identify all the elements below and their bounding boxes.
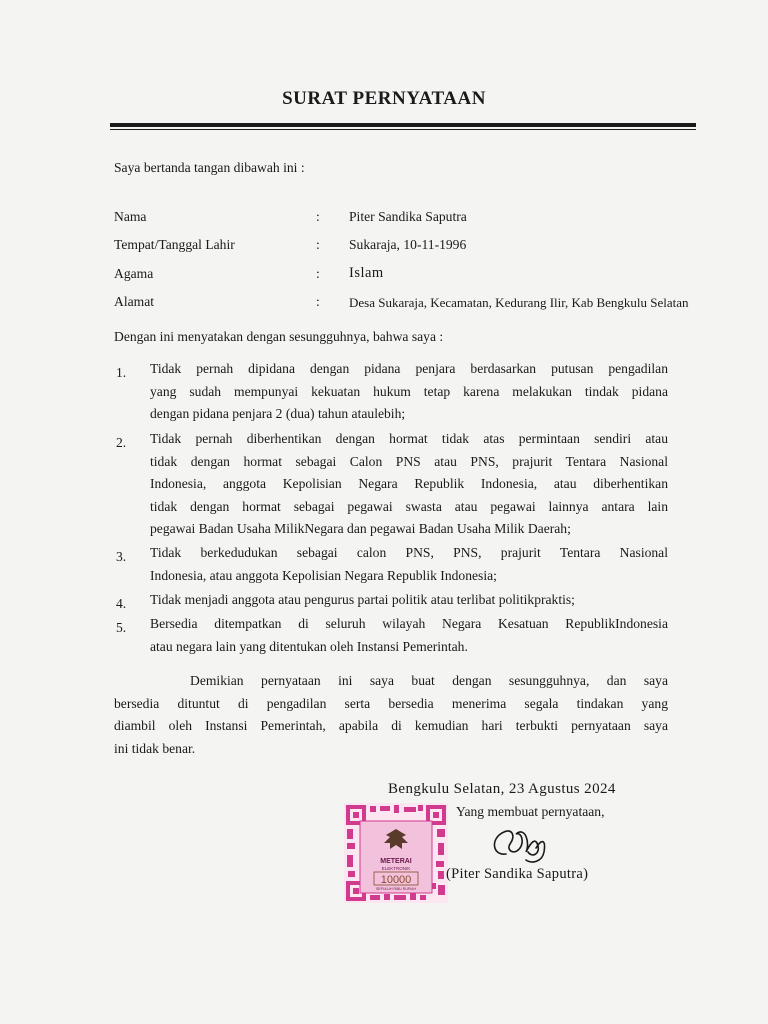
stamp-label: METERAI [380,858,412,865]
item-line: atau negara lain yang ditentukan oleh Instansi Pemerintah. [150,638,468,654]
item-line: pegawai Badan Usaha MilikNegara dan pegawai Badan Usaha Milik Daerah; [150,521,571,537]
handwritten-signature-icon [486,818,556,870]
identity-colon: : [316,237,320,252]
closing-line: Demikian pernyataan ini saya buat dengan sesungguhnya, dan saya [190,673,668,688]
item-number: 3. [116,549,127,564]
stamp-sublabel: ELEKTRONIK [381,866,411,871]
stamp-value: 10000 [380,874,412,886]
item-line: Indonesia, atau anggota Kepolisian Negara Republik Indonesia; [150,567,497,583]
item-line: Bersedia ditempatkan di seluruh wilayah Negara Kesatuan RepublikIndonesia [150,616,668,631]
item-line: Indonesia, anggota Kepolisian Negara Republik Indonesia, atau diberhentikan [150,476,668,492]
item-line: Tidak berkedudukan sebagai calon PNS, PNS, prajurit Tentara Nasional [150,545,668,560]
item-text [150,542,668,587]
closing-line: bersedia dituntut di pengadilan serta bersedia menerima segala tindakan yang [114,695,668,711]
item-number: 2. [116,435,127,450]
item-line: tidak dengan hormat sebagai pegawai swasta atau pegawai lainnya antara lain [150,498,668,514]
stamp-footer: SEPULUH RIBU RUPIAH [375,887,417,891]
closing-line: diambil oleh Instansi Pemerintah, apabila di kemudian hari terbukti pernyataan saya [114,718,668,734]
identity-colon: : [316,294,320,309]
statement-intro: Dengan ini menyatakan dengan sesungguhnya, bahwa saya : [114,329,444,344]
item-number: 1. [116,365,127,380]
identity-colon: : [316,266,320,281]
intro-text: Saya bertanda tangan dibawah ini : [114,160,305,175]
signer-name: (Piter Sandika Saputra) [446,866,589,882]
item-line: Tidak pernah diberhentikan dengan hormat tidak atas permintaan sendiri atau [150,431,668,446]
title-rule-thin [110,129,696,130]
item-number: 4. [116,596,127,611]
identity-value: Piter Sandika Saputra [349,209,467,224]
item-number: 5. [116,620,127,635]
identity-value: Islam [349,265,384,281]
closing-paragraph [114,670,668,760]
identity-value: Sukaraja, 10-11-1996 [349,237,467,252]
item-text [150,358,668,426]
closing-line: ini tidak benar. [114,740,196,756]
e-meterai-stamp-icon [344,803,448,903]
identity-value: Desa Sukaraja, Kecamatan, Kedurang Ilir, Kab Bengkulu Selatan [349,295,689,310]
maker-label: Yang membuat pernyataan, [456,804,605,819]
document-title: SURAT PERNYATAAN [282,88,486,109]
identity-colon: : [316,209,320,224]
item-line: Tidak pernah dipidana dengan pidana penjara berdasarkan putusan pengadilan [150,361,668,376]
item-text [150,613,668,658]
identity-label: Tempat/Tanggal Lahir [114,237,235,252]
identity-label: Alamat [114,294,155,309]
item-line: tidak dengan hormat sebagai Calon PNS atau PNS, prajurit Tentara Nasional [150,453,668,469]
item-text [150,428,668,541]
item-line: yang sudah mempunyai kekuatan hukum tetap karena melakukan tindak pidana [150,383,668,399]
identity-label: Nama [114,209,147,224]
item-text [150,589,668,612]
place-date: Bengkulu Selatan, 23 Agustus 2024 [388,781,616,797]
identity-label: Agama [114,266,154,281]
title-rule-thick [110,123,696,127]
item-line: dengan pidana penjara 2 (dua) tahun ataulebih; [150,406,406,422]
item-line: Tidak menjadi anggota atau pengurus partai politik atau terlibat politikpraktis; [150,592,575,607]
